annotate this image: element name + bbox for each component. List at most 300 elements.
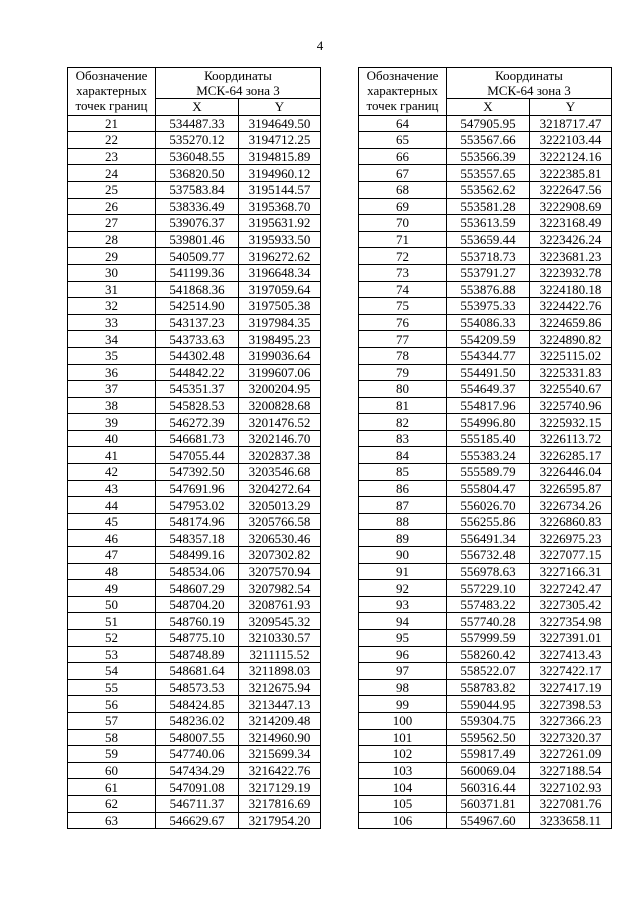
table-row — [68, 464, 321, 481]
point-number-cell: 27 — [68, 215, 156, 232]
y-coordinate-cell: 3208761.93 — [239, 596, 321, 613]
point-number-cell: 49 — [68, 580, 156, 597]
x-coordinate-cell: 547434.29 — [156, 762, 239, 779]
y-coordinate-cell: 3225932.15 — [530, 414, 612, 431]
point-number-cell: 92 — [359, 580, 447, 597]
header-designation-line2: характерных — [76, 83, 147, 98]
table-row — [68, 298, 321, 315]
table-row — [359, 430, 612, 447]
x-coordinate-cell: 545828.53 — [156, 397, 239, 414]
table-row — [359, 696, 612, 713]
header-x: X — [156, 99, 239, 116]
header-designation-line3: точек границ — [366, 98, 439, 113]
y-coordinate-cell: 3217129.19 — [239, 779, 321, 796]
point-number-cell: 21 — [68, 115, 156, 132]
x-coordinate-cell: 559562.50 — [447, 729, 530, 746]
x-coordinate-cell: 556978.63 — [447, 563, 530, 580]
table-row — [68, 547, 321, 564]
x-coordinate-cell: 546681.73 — [156, 430, 239, 447]
point-number-cell: 83 — [359, 430, 447, 447]
y-coordinate-cell: 3211898.03 — [239, 663, 321, 680]
x-coordinate-cell: 553581.28 — [447, 198, 530, 215]
point-number-cell: 82 — [359, 414, 447, 431]
y-coordinate-cell: 3225115.02 — [530, 347, 612, 364]
x-coordinate-cell: 537583.84 — [156, 181, 239, 198]
point-number-cell: 28 — [68, 231, 156, 248]
y-coordinate-cell: 3224659.86 — [530, 314, 612, 331]
x-coordinate-cell: 538336.49 — [156, 198, 239, 215]
point-number-cell: 67 — [359, 165, 447, 182]
table-row — [359, 779, 612, 796]
point-number-cell: 42 — [68, 464, 156, 481]
table-row — [359, 746, 612, 763]
point-number-cell: 52 — [68, 630, 156, 647]
point-number-cell: 57 — [68, 712, 156, 729]
y-coordinate-cell: 3224890.82 — [530, 331, 612, 348]
point-number-cell: 89 — [359, 530, 447, 547]
point-number-cell: 74 — [359, 281, 447, 298]
table-row — [359, 563, 612, 580]
table-row — [359, 663, 612, 680]
table-row — [359, 630, 612, 647]
x-coordinate-cell: 545351.37 — [156, 381, 239, 398]
point-number-cell: 98 — [359, 679, 447, 696]
y-coordinate-cell: 3211115.52 — [239, 646, 321, 663]
x-coordinate-cell: 548573.53 — [156, 679, 239, 696]
point-number-cell: 86 — [359, 480, 447, 497]
table-row — [68, 430, 321, 447]
table-row — [359, 464, 612, 481]
y-coordinate-cell: 3223168.49 — [530, 215, 612, 232]
point-number-cell: 97 — [359, 663, 447, 680]
point-number-cell: 40 — [68, 430, 156, 447]
table-row — [68, 165, 321, 182]
y-coordinate-cell: 3225740.96 — [530, 397, 612, 414]
point-number-cell: 96 — [359, 646, 447, 663]
point-number-cell: 54 — [68, 663, 156, 680]
header-designation — [359, 68, 447, 116]
table-row — [359, 447, 612, 464]
x-coordinate-cell: 553566.39 — [447, 148, 530, 165]
x-coordinate-cell: 543733.63 — [156, 331, 239, 348]
y-coordinate-cell: 3217816.69 — [239, 795, 321, 812]
table-row — [68, 264, 321, 281]
table-row — [359, 181, 612, 198]
table-row — [68, 580, 321, 597]
point-number-cell: 59 — [68, 746, 156, 763]
x-coordinate-cell: 557740.28 — [447, 613, 530, 630]
table-row — [68, 281, 321, 298]
header-y: Y — [530, 99, 612, 116]
coordinates-table-right — [358, 67, 612, 829]
y-coordinate-cell: 3206530.46 — [239, 530, 321, 547]
table-row — [68, 248, 321, 265]
x-coordinate-cell: 548775.10 — [156, 630, 239, 647]
table-row — [68, 513, 321, 530]
table-row — [68, 613, 321, 630]
table-row — [359, 264, 612, 281]
table-row — [359, 513, 612, 530]
y-coordinate-cell: 3226734.26 — [530, 497, 612, 514]
y-coordinate-cell: 3224180.18 — [530, 281, 612, 298]
point-number-cell: 75 — [359, 298, 447, 315]
table-row — [68, 397, 321, 414]
table-row — [68, 347, 321, 364]
x-coordinate-cell: 546272.39 — [156, 414, 239, 431]
point-number-cell: 55 — [68, 679, 156, 696]
table-row — [68, 812, 321, 829]
y-coordinate-cell: 3204272.64 — [239, 480, 321, 497]
point-number-cell: 93 — [359, 596, 447, 613]
point-number-cell: 71 — [359, 231, 447, 248]
y-coordinate-cell: 3215699.34 — [239, 746, 321, 763]
x-coordinate-cell: 542514.90 — [156, 298, 239, 315]
y-coordinate-cell: 3202146.70 — [239, 430, 321, 447]
y-coordinate-cell: 3216422.76 — [239, 762, 321, 779]
y-coordinate-cell: 3227422.17 — [530, 663, 612, 680]
x-coordinate-cell: 553613.59 — [447, 215, 530, 232]
x-coordinate-cell: 539801.46 — [156, 231, 239, 248]
y-coordinate-cell: 3207570.94 — [239, 563, 321, 580]
y-coordinate-cell: 3197984.35 — [239, 314, 321, 331]
y-coordinate-cell: 3226595.87 — [530, 480, 612, 497]
table-row — [68, 215, 321, 232]
table-row — [68, 132, 321, 149]
y-coordinate-cell: 3194960.12 — [239, 165, 321, 182]
point-number-cell: 90 — [359, 547, 447, 564]
x-coordinate-cell: 535270.12 — [156, 132, 239, 149]
point-number-cell: 41 — [68, 447, 156, 464]
point-number-cell: 60 — [68, 762, 156, 779]
y-coordinate-cell: 3202837.38 — [239, 447, 321, 464]
y-coordinate-cell: 3225331.83 — [530, 364, 612, 381]
point-number-cell: 106 — [359, 812, 447, 829]
table-row — [68, 414, 321, 431]
point-number-cell: 87 — [359, 497, 447, 514]
point-number-cell: 85 — [359, 464, 447, 481]
table-row — [359, 729, 612, 746]
x-coordinate-cell: 534487.33 — [156, 115, 239, 132]
y-coordinate-cell: 3226113.72 — [530, 430, 612, 447]
table-row — [68, 231, 321, 248]
table-row — [68, 314, 321, 331]
y-coordinate-cell: 3199607.06 — [239, 364, 321, 381]
table-row — [359, 480, 612, 497]
table-row — [359, 347, 612, 364]
x-coordinate-cell: 548424.85 — [156, 696, 239, 713]
x-coordinate-cell: 556026.70 — [447, 497, 530, 514]
coordinates-table-left — [67, 67, 321, 829]
y-coordinate-cell: 3227305.42 — [530, 596, 612, 613]
table-row — [68, 563, 321, 580]
x-coordinate-cell: 558260.42 — [447, 646, 530, 663]
table-row — [359, 132, 612, 149]
point-number-cell: 32 — [68, 298, 156, 315]
x-coordinate-cell: 553562.62 — [447, 181, 530, 198]
y-coordinate-cell: 3200828.68 — [239, 397, 321, 414]
table-row — [68, 364, 321, 381]
y-coordinate-cell: 3200204.95 — [239, 381, 321, 398]
table-body-right — [359, 115, 612, 829]
x-coordinate-cell: 557999.59 — [447, 630, 530, 647]
x-coordinate-cell: 547953.02 — [156, 497, 239, 514]
y-coordinate-cell: 3227417.19 — [530, 679, 612, 696]
x-coordinate-cell: 553791.27 — [447, 264, 530, 281]
x-coordinate-cell: 553567.66 — [447, 132, 530, 149]
header-coordinates-line1: Координаты — [204, 68, 272, 83]
page-number: 4 — [316, 38, 324, 53]
point-number-cell: 72 — [359, 248, 447, 265]
table-row — [359, 215, 612, 232]
x-coordinate-cell: 553975.33 — [447, 298, 530, 315]
point-number-cell: 37 — [68, 381, 156, 398]
table-row — [68, 530, 321, 547]
y-coordinate-cell: 3227261.09 — [530, 746, 612, 763]
header-x: X — [447, 99, 530, 116]
table-row — [68, 381, 321, 398]
y-coordinate-cell: 3194815.89 — [239, 148, 321, 165]
point-number-cell: 103 — [359, 762, 447, 779]
x-coordinate-cell: 546711.37 — [156, 795, 239, 812]
y-coordinate-cell: 3194649.50 — [239, 115, 321, 132]
y-coordinate-cell: 3214960.90 — [239, 729, 321, 746]
x-coordinate-cell: 556255.86 — [447, 513, 530, 530]
x-coordinate-cell: 554967.60 — [447, 812, 530, 829]
header-coordinates — [156, 68, 321, 99]
x-coordinate-cell: 558522.07 — [447, 663, 530, 680]
x-coordinate-cell: 548499.16 — [156, 547, 239, 564]
x-coordinate-cell: 560371.81 — [447, 795, 530, 812]
x-coordinate-cell: 536048.55 — [156, 148, 239, 165]
point-number-cell: 50 — [68, 596, 156, 613]
point-number-cell: 81 — [359, 397, 447, 414]
x-coordinate-cell: 553659.44 — [447, 231, 530, 248]
table-row — [68, 480, 321, 497]
header-coordinates-line1: Координаты — [495, 68, 563, 83]
y-coordinate-cell: 3209545.32 — [239, 613, 321, 630]
point-number-cell: 43 — [68, 480, 156, 497]
y-coordinate-cell: 3194712.25 — [239, 132, 321, 149]
point-number-cell: 48 — [68, 563, 156, 580]
x-coordinate-cell: 544842.22 — [156, 364, 239, 381]
table-row — [359, 165, 612, 182]
x-coordinate-cell: 548607.29 — [156, 580, 239, 597]
y-coordinate-cell: 3227077.15 — [530, 547, 612, 564]
point-number-cell: 23 — [68, 148, 156, 165]
point-number-cell: 25 — [68, 181, 156, 198]
table-row — [68, 679, 321, 696]
table-row — [359, 679, 612, 696]
table-row — [359, 712, 612, 729]
x-coordinate-cell: 548007.55 — [156, 729, 239, 746]
point-number-cell: 45 — [68, 513, 156, 530]
point-number-cell: 65 — [359, 132, 447, 149]
table-row — [68, 746, 321, 763]
table-row — [359, 613, 612, 630]
y-coordinate-cell: 3224422.76 — [530, 298, 612, 315]
y-coordinate-cell: 3197505.38 — [239, 298, 321, 315]
table-row — [68, 646, 321, 663]
point-number-cell: 66 — [359, 148, 447, 165]
header-coordinates-line2: МСК-64 зона 3 — [487, 83, 571, 98]
x-coordinate-cell: 555383.24 — [447, 447, 530, 464]
x-coordinate-cell: 547691.96 — [156, 480, 239, 497]
x-coordinate-cell: 547055.44 — [156, 447, 239, 464]
y-coordinate-cell: 3207982.54 — [239, 580, 321, 597]
y-coordinate-cell: 3223426.24 — [530, 231, 612, 248]
y-coordinate-cell: 3201476.52 — [239, 414, 321, 431]
x-coordinate-cell: 539076.37 — [156, 215, 239, 232]
x-coordinate-cell: 548357.18 — [156, 530, 239, 547]
y-coordinate-cell: 3227166.31 — [530, 563, 612, 580]
y-coordinate-cell: 3222908.69 — [530, 198, 612, 215]
point-number-cell: 101 — [359, 729, 447, 746]
y-coordinate-cell: 3205766.58 — [239, 513, 321, 530]
table-row — [68, 729, 321, 746]
y-coordinate-cell: 3195368.70 — [239, 198, 321, 215]
point-number-cell: 38 — [68, 397, 156, 414]
y-coordinate-cell: 3227242.47 — [530, 580, 612, 597]
x-coordinate-cell: 541868.36 — [156, 281, 239, 298]
x-coordinate-cell: 547905.95 — [447, 115, 530, 132]
y-coordinate-cell: 3225540.67 — [530, 381, 612, 398]
table-row — [359, 364, 612, 381]
point-number-cell: 100 — [359, 712, 447, 729]
table-row — [68, 762, 321, 779]
y-coordinate-cell: 3195631.92 — [239, 215, 321, 232]
y-coordinate-cell: 3212675.94 — [239, 679, 321, 696]
table-row — [68, 181, 321, 198]
x-coordinate-cell: 560069.04 — [447, 762, 530, 779]
point-number-cell: 34 — [68, 331, 156, 348]
table-body-left — [68, 115, 321, 829]
table-row — [359, 530, 612, 547]
x-coordinate-cell: 536820.50 — [156, 165, 239, 182]
point-number-cell: 73 — [359, 264, 447, 281]
point-number-cell: 76 — [359, 314, 447, 331]
x-coordinate-cell: 548534.06 — [156, 563, 239, 580]
table-row — [359, 148, 612, 165]
y-coordinate-cell: 3227366.23 — [530, 712, 612, 729]
x-coordinate-cell: 548704.20 — [156, 596, 239, 613]
y-coordinate-cell: 3222647.56 — [530, 181, 612, 198]
point-number-cell: 105 — [359, 795, 447, 812]
table-row — [359, 331, 612, 348]
y-coordinate-cell: 3222124.16 — [530, 148, 612, 165]
x-coordinate-cell: 554209.59 — [447, 331, 530, 348]
point-number-cell: 61 — [68, 779, 156, 796]
x-coordinate-cell: 559817.49 — [447, 746, 530, 763]
x-coordinate-cell: 554491.50 — [447, 364, 530, 381]
table-row — [359, 414, 612, 431]
table-row — [359, 596, 612, 613]
y-coordinate-cell: 3196272.62 — [239, 248, 321, 265]
x-coordinate-cell: 555804.47 — [447, 480, 530, 497]
point-number-cell: 91 — [359, 563, 447, 580]
point-number-cell: 63 — [68, 812, 156, 829]
x-coordinate-cell: 547740.06 — [156, 746, 239, 763]
point-number-cell: 84 — [359, 447, 447, 464]
table-row — [359, 281, 612, 298]
x-coordinate-cell: 556491.34 — [447, 530, 530, 547]
table-row — [359, 381, 612, 398]
x-coordinate-cell: 540509.77 — [156, 248, 239, 265]
y-coordinate-cell: 3226860.83 — [530, 513, 612, 530]
point-number-cell: 36 — [68, 364, 156, 381]
table-row — [359, 795, 612, 812]
x-coordinate-cell: 548236.02 — [156, 712, 239, 729]
point-number-cell: 88 — [359, 513, 447, 530]
table-row — [359, 646, 612, 663]
table-row — [68, 596, 321, 613]
table-row — [359, 298, 612, 315]
table-row — [68, 331, 321, 348]
point-number-cell: 102 — [359, 746, 447, 763]
point-number-cell: 68 — [359, 181, 447, 198]
point-number-cell: 94 — [359, 613, 447, 630]
table-row — [68, 712, 321, 729]
point-number-cell: 78 — [359, 347, 447, 364]
y-coordinate-cell: 3222385.81 — [530, 165, 612, 182]
y-coordinate-cell: 3222103.44 — [530, 132, 612, 149]
header-designation-line2: характерных — [367, 83, 438, 98]
y-coordinate-cell: 3227102.93 — [530, 779, 612, 796]
y-coordinate-cell: 3195144.57 — [239, 181, 321, 198]
table-row — [68, 663, 321, 680]
x-coordinate-cell: 548681.64 — [156, 663, 239, 680]
y-coordinate-cell: 3196648.34 — [239, 264, 321, 281]
point-number-cell: 46 — [68, 530, 156, 547]
table-row — [359, 397, 612, 414]
y-coordinate-cell: 3214209.48 — [239, 712, 321, 729]
header-coordinates — [447, 68, 612, 99]
point-number-cell: 79 — [359, 364, 447, 381]
table-row — [359, 497, 612, 514]
point-number-cell: 44 — [68, 497, 156, 514]
point-number-cell: 62 — [68, 795, 156, 812]
y-coordinate-cell: 3197059.64 — [239, 281, 321, 298]
x-coordinate-cell: 554817.96 — [447, 397, 530, 414]
point-number-cell: 31 — [68, 281, 156, 298]
x-coordinate-cell: 557483.22 — [447, 596, 530, 613]
point-number-cell: 26 — [68, 198, 156, 215]
y-coordinate-cell: 3223932.78 — [530, 264, 612, 281]
table-row — [68, 148, 321, 165]
y-coordinate-cell: 3210330.57 — [239, 630, 321, 647]
x-coordinate-cell: 544302.48 — [156, 347, 239, 364]
x-coordinate-cell: 553557.65 — [447, 165, 530, 182]
y-coordinate-cell: 3226285.17 — [530, 447, 612, 464]
point-number-cell: 104 — [359, 779, 447, 796]
header-designation-line3: точек границ — [75, 98, 148, 113]
header-y: Y — [239, 99, 321, 116]
y-coordinate-cell: 3218717.47 — [530, 115, 612, 132]
x-coordinate-cell: 553876.88 — [447, 281, 530, 298]
table-row — [68, 447, 321, 464]
point-number-cell: 58 — [68, 729, 156, 746]
point-number-cell: 56 — [68, 696, 156, 713]
y-coordinate-cell: 3227413.43 — [530, 646, 612, 663]
point-number-cell: 39 — [68, 414, 156, 431]
table-row — [68, 115, 321, 132]
x-coordinate-cell: 559304.75 — [447, 712, 530, 729]
x-coordinate-cell: 555589.79 — [447, 464, 530, 481]
table-row — [359, 198, 612, 215]
y-coordinate-cell: 3203546.68 — [239, 464, 321, 481]
y-coordinate-cell: 3223681.23 — [530, 248, 612, 265]
x-coordinate-cell: 554649.37 — [447, 381, 530, 398]
table-row — [68, 779, 321, 796]
